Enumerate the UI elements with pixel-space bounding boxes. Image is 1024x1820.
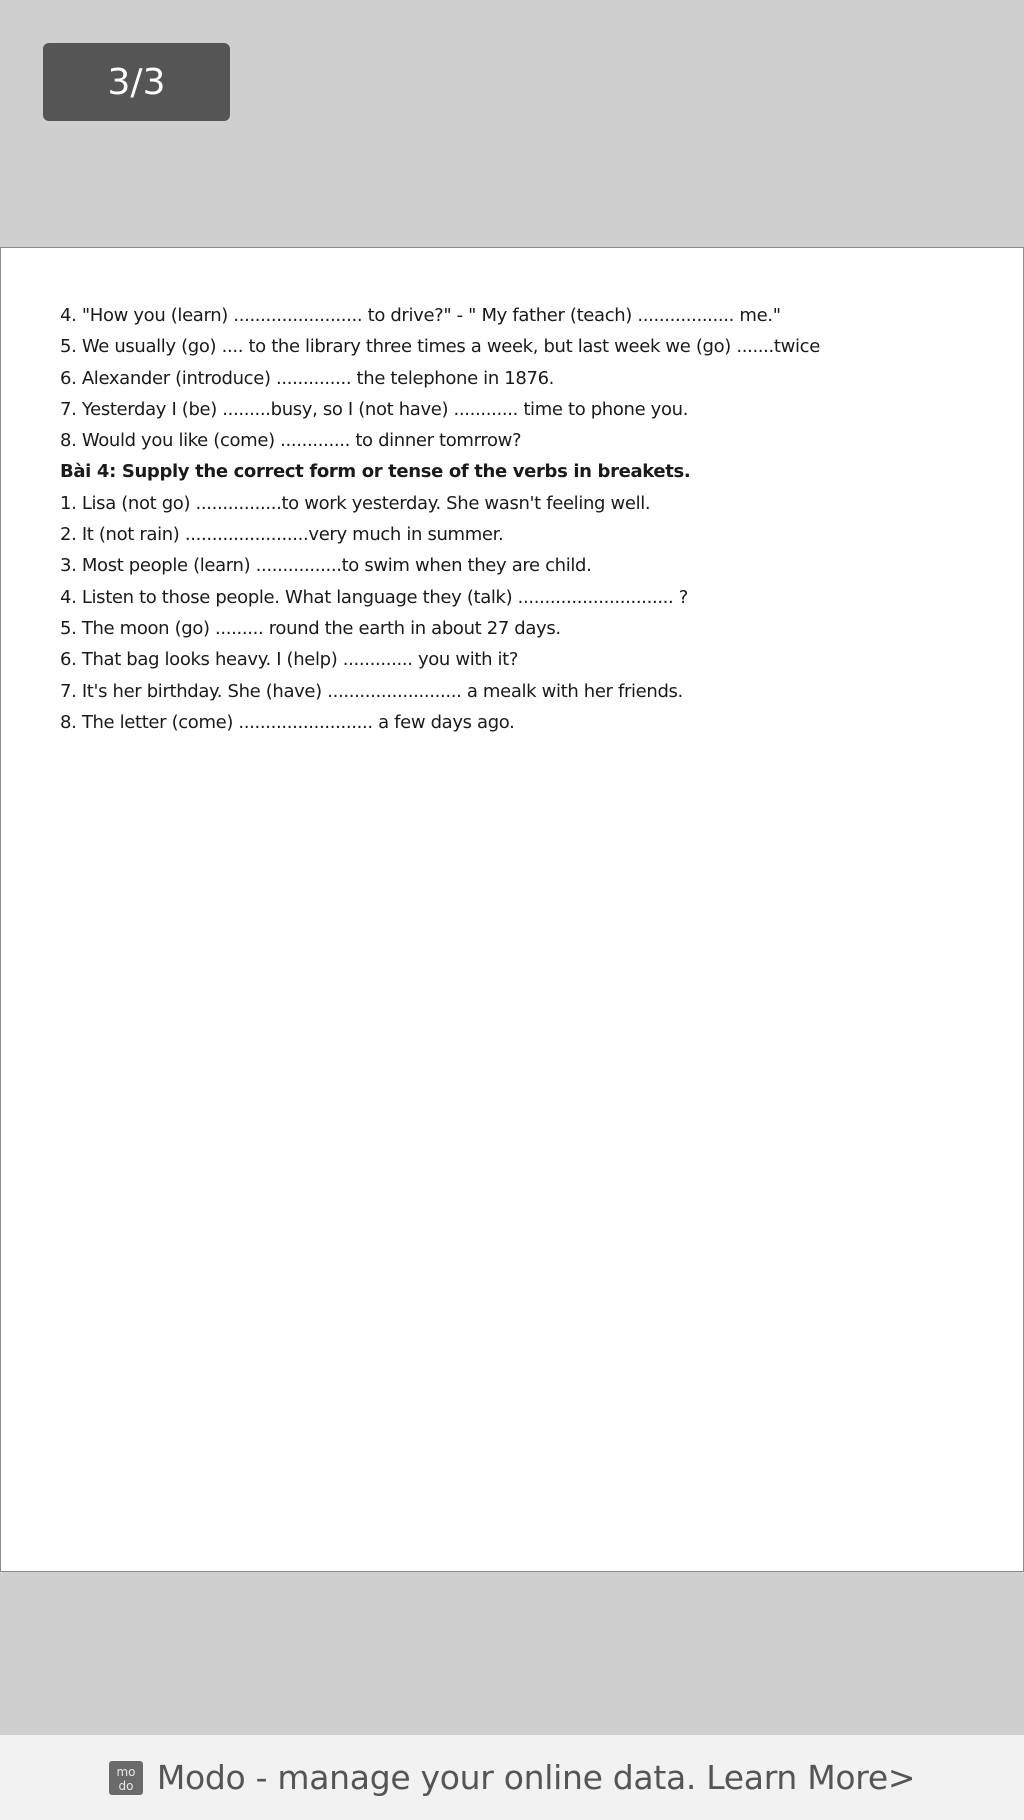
exercise-line: 5. We usually (go) .... to the library three times a week, but last week we (go) .......twice (60, 336, 820, 358)
exercise-line: 6. Alexander (introduce) .............. the telephone in 1876. (60, 367, 555, 389)
modo-logo-icon (109, 1761, 143, 1795)
exercise-line: 5. The moon (go) ......... round the earth in about 27 days. (60, 617, 561, 639)
exercise-line: 7. Yesterday I (be) .........busy, so I (not have) ............ time to phone you. (60, 398, 689, 420)
svg-text:do: do (118, 1778, 134, 1793)
exercise-heading: Bài 4: Supply the correct form or tense of the verbs in breakets. (60, 461, 691, 483)
exercise-line: 7. It's her birthday. She (have) ......................... a mealk with her friends. (60, 680, 683, 702)
document-page (0, 247, 1024, 1572)
exercise-line: 2. It (not rain) .......................very much in summer. (60, 524, 504, 546)
exercise-line: 3. Most people (learn) ................to swim when they are child. (60, 555, 592, 577)
ad-text[interactable]: Modo - manage your online data. Learn More> (156, 1758, 916, 1797)
ad-banner[interactable] (0, 1735, 1024, 1820)
svg-text:mo: mo (116, 1764, 136, 1779)
exercise-line: 4. "How you (learn) ........................ to drive?" - " My father (teach) .................. me." (60, 305, 781, 326)
document-text (60, 300, 1003, 738)
page-indicator: 3/3 (43, 43, 230, 121)
exercise-line: 6. That bag looks heavy. I (help) ............. you with it? (60, 649, 519, 671)
exercise-line: 8. Would you like (come) ............. to dinner tomrrow? (60, 430, 522, 452)
exercise-line: 4. Listen to those people. What language they (talk) ............................. ? (60, 586, 689, 608)
exercise-line: 1. Lisa (not go) ................to work yesterday. She wasn't feeling well. (60, 492, 651, 514)
exercise-line: 8. The letter (come) ......................... a few days ago. (60, 711, 515, 733)
